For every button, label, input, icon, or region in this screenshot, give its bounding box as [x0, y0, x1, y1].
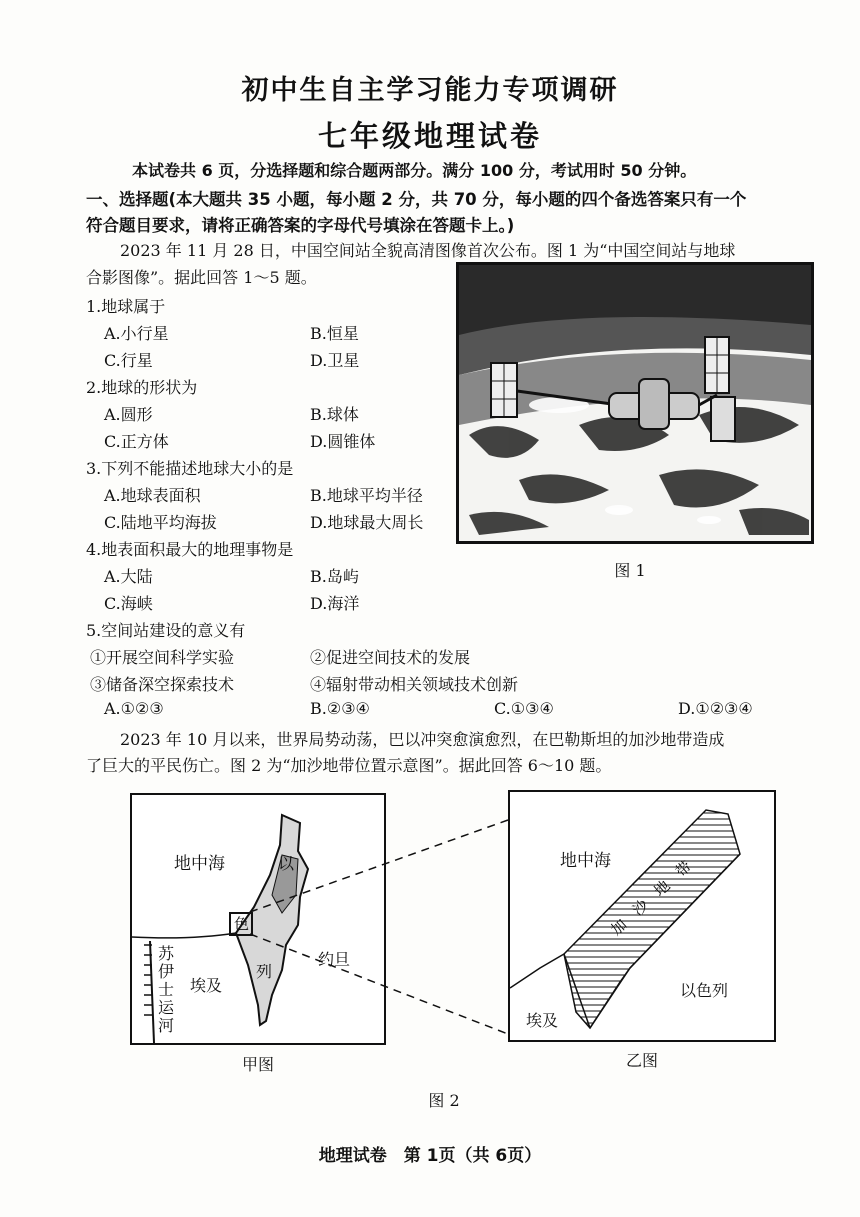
map-a-label-suez-canal: 苏伊士运河	[158, 944, 175, 1035]
map-a-caption: 甲图	[241, 1055, 274, 1074]
q2-stem: 2.地球的形状为	[86, 378, 198, 397]
q1-option-d: D.卫星	[310, 351, 360, 370]
map-a-label-egypt: 埃及	[190, 976, 223, 995]
map-b-gaza-strip	[508, 790, 776, 1042]
figure1-caption: 图 1	[614, 561, 646, 580]
q5-option-b: B.②③④	[310, 699, 370, 718]
q5-stem: 5.空间站建设的意义有	[86, 621, 246, 640]
q5-option-c: C.①③④	[494, 699, 554, 718]
section1-instructions-line1: 一、选择题(本大题共 35 小题，每小题 2 分，共 70 分，每小题的四个备选答案只有一个	[86, 190, 747, 209]
q4-option-d: D.海洋	[310, 594, 360, 613]
q3-option-a: A.地球表面积	[104, 486, 201, 505]
passage2-line2: 了巨大的平民伤亡。图 2 为“加沙地带位置示意图”。据此回答 6～10 题。	[86, 756, 612, 775]
q4-stem: 4.地表面积最大的地理事物是	[86, 540, 294, 559]
q5-statement-2: ②促进空间技术的发展	[310, 648, 471, 667]
q2-option-c: C.正方体	[104, 432, 169, 451]
q3-option-b: B.地球平均半径	[310, 486, 423, 505]
map-a-label-jordan: 约旦	[318, 950, 351, 969]
map-a-label-se: 色	[234, 915, 250, 933]
map-a-label-yi: 以	[278, 854, 295, 873]
map-b-label-egypt: 埃及	[526, 1011, 559, 1030]
map-a-label-lie: 列	[256, 962, 273, 981]
q5-statement-1: ①开展空间科学实验	[90, 648, 235, 667]
page-footer: 地理试卷 第 1页（共 6页）	[318, 1146, 542, 1166]
passage2-line1: 2023 年 10 月以来，世界局势动荡，巴以冲突愈演愈烈，在巴勒斯坦的加沙地带造成	[120, 730, 725, 749]
q2-option-b: B.球体	[310, 405, 359, 424]
passage1-line2: 合影图像”。据此回答 1～5 题。	[86, 268, 317, 287]
q1-option-b: B.恒星	[310, 324, 359, 343]
map-b-label-gaza-strip: 加沙地带	[607, 847, 706, 939]
q1-option-a: A.小行星	[104, 324, 169, 343]
exam-intro: 本试卷共 6 页，分选择题和综合题两部分。满分 100 分，考试用时 50 分钟。	[132, 161, 697, 180]
q5-statement-4: ④辐射带动相关领域技术创新	[310, 675, 519, 694]
q2-option-d: D.圆锥体	[310, 432, 376, 451]
q5-statement-3: ③储备深空探索技术	[90, 675, 235, 694]
exam-title: 初中生自主学习能力专项调研	[241, 75, 619, 106]
section1-instructions-line2: 符合题目要求，请将正确答案的字母代号填涂在答题卡上。)	[86, 216, 515, 235]
q3-stem: 3.下列不能描述地球大小的是	[86, 459, 294, 478]
map-b-caption: 乙图	[625, 1051, 658, 1070]
figure2-caption: 图 2	[428, 1091, 460, 1110]
q4-option-c: C.海峡	[104, 594, 153, 613]
exam-subtitle: 七年级地理试卷	[317, 119, 542, 153]
q3-option-d: D.地球最大周长	[310, 513, 424, 532]
q4-option-b: B.岛屿	[310, 567, 359, 586]
q5-option-d: D.①②③④	[678, 699, 753, 718]
q3-option-c: C.陆地平均海拔	[104, 513, 217, 532]
map-b-label-mediterranean: 地中海	[560, 851, 611, 871]
q5-option-a: A.①②③	[104, 699, 164, 718]
q1-option-c: C.行星	[104, 351, 153, 370]
q4-option-a: A.大陆	[104, 567, 153, 586]
q2-option-a: A.圆形	[104, 405, 153, 424]
map-a-label-mediterranean: 地中海	[174, 854, 225, 874]
passage1-line1: 2023 年 11 月 28 日，中国空间站全貌高清图像首次公布。图 1 为“中国空间站与地球	[120, 241, 736, 260]
q1-stem: 1.地球属于	[86, 297, 166, 316]
map-b-label-israel: 以色列	[680, 981, 729, 1000]
